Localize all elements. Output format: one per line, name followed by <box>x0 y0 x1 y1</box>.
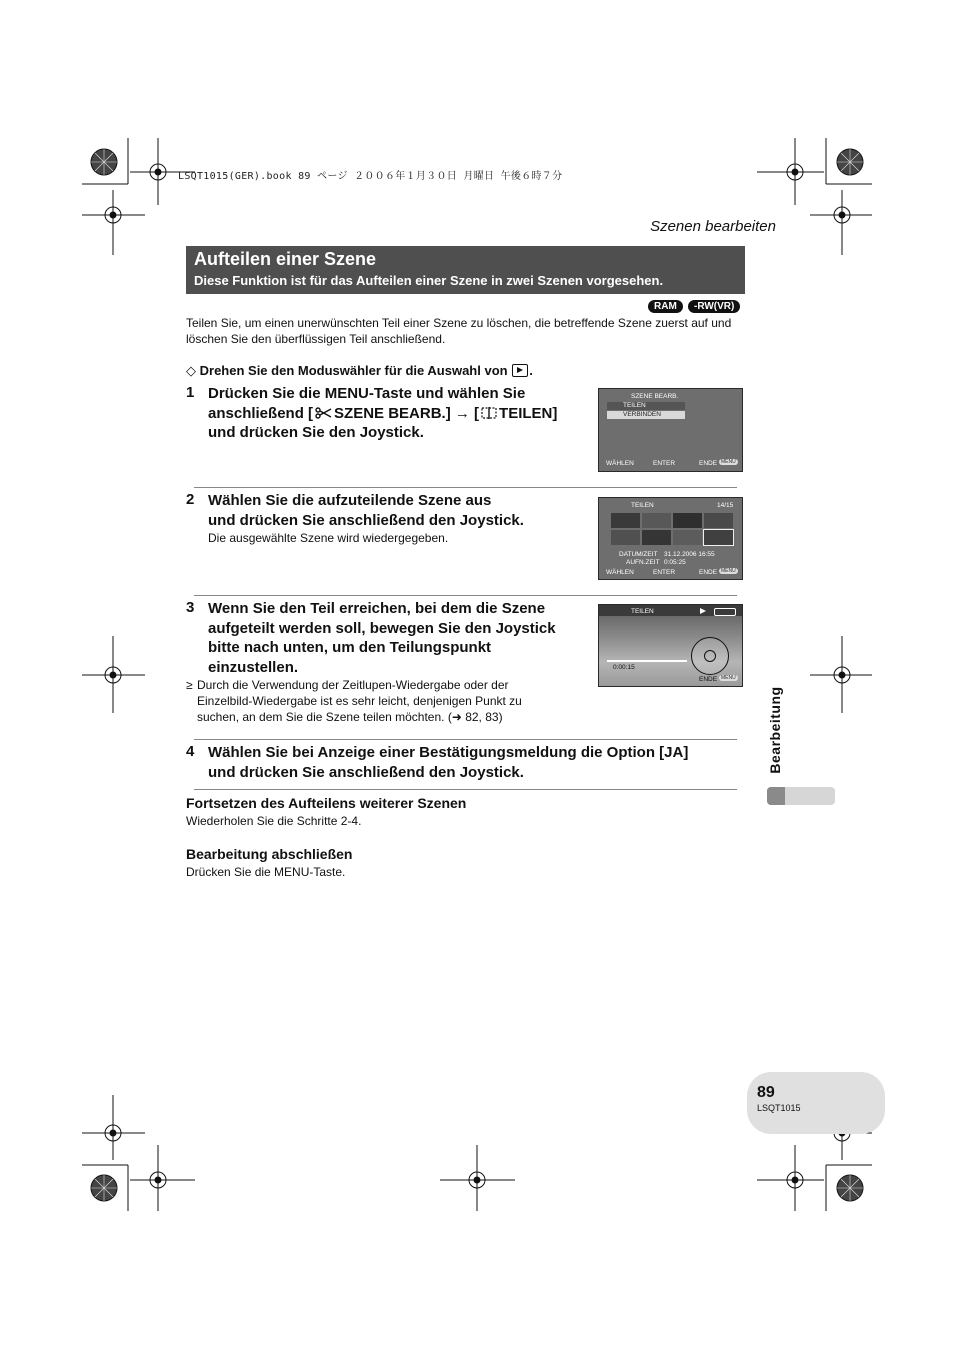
play-icon <box>700 608 706 614</box>
lcd1-foot-left: WÄHLEN <box>606 460 634 467</box>
step-3-line3: bitte nach unten, um den Teilungspunkt <box>208 639 492 656</box>
lcd1-foot-right: ENDE <box>699 460 718 467</box>
thumbnail-selected <box>704 530 733 545</box>
lcd1-foot-mid: ENTER <box>653 460 676 467</box>
lcd1-menu-badge: MENU <box>721 459 736 465</box>
thumbnail <box>611 530 640 545</box>
split-icon <box>481 407 497 419</box>
lcd3-menu-badge: MENU <box>721 675 736 681</box>
step-1-text <box>208 384 598 443</box>
thumbnail <box>611 513 640 528</box>
lcd2-date-label: DATUM/ZEIT <box>619 551 658 558</box>
step-3-line4: einzustellen. <box>208 658 299 676</box>
mode-end: . <box>529 363 533 378</box>
diamond-icon: ◇ <box>186 363 196 378</box>
step-2-text <box>208 491 598 530</box>
finish-text: Drücken Sie die MENU-Taste. <box>186 865 346 879</box>
lcd3-foot-right: ENDE <box>699 676 718 683</box>
scissors-icon <box>315 407 332 419</box>
step-1-line2a: anschließend [ <box>208 404 314 422</box>
lcd1-row1-bg <box>607 402 685 410</box>
mode-text: Drehen Sie den Moduswähler für die Auswahl von <box>199 363 508 378</box>
step-1-line2b: SZENE BEARB.] → [ <box>334 404 480 422</box>
step-3-note-line1: Durch die Verwendung der Zeitlupen-Wiedergabe oder der <box>197 678 509 692</box>
step-3-note <box>197 677 557 725</box>
lcd3-time: 0:00:15 <box>613 664 635 671</box>
lcd2-rec-label: AUFN.ZEIT <box>626 559 660 566</box>
lcd2-thumb-grid <box>611 513 735 545</box>
intro-text: Teilen Sie, um einen unerwünschten Teil einer Szene zu löschen, die betreffende Szene zuerst auf und löschen Sie den überflüssigen Teil anschließend. <box>186 316 732 346</box>
step-3-line1: Wenn Sie den Teil erreichen, bei dem die Szene <box>208 600 546 617</box>
thumbnail <box>673 530 702 545</box>
step-1-line2 <box>208 404 598 424</box>
side-tab-indicator <box>767 787 835 805</box>
step-1-line1: Drücken Sie die MENU-Taste und wählen Sie <box>208 385 526 402</box>
print-info: LSQT1015(GER).book 89 ページ ２００６年１月３０日 月曜日 午後６時７分 <box>178 171 563 182</box>
lcd2-date-value: 31.12.2006 16:55 <box>664 551 715 558</box>
badge-rw: -RW(VR) <box>688 300 740 313</box>
lcd2-foot-right: ENDE <box>699 569 718 576</box>
page-title: Aufteilen einer Szene <box>194 249 377 269</box>
running-head: Szenen bearbeiten <box>650 218 776 235</box>
lcd2-foot-left: WÄHLEN <box>606 569 634 576</box>
thumbnail <box>704 513 733 528</box>
step-3-number: 3 <box>186 599 195 616</box>
lcd1-title: SZENE BEARB. <box>631 393 679 400</box>
lcd-screen-thumbnails <box>598 497 743 580</box>
step-4-text <box>208 743 748 782</box>
step-4-number: 4 <box>186 743 195 760</box>
separator <box>194 487 737 488</box>
continue-text: Wiederholen Sie die Schritte 2-4. <box>186 814 362 828</box>
side-label: Bearbeitung <box>767 686 783 774</box>
step-3-note-line3: suchen, an dem Sie die Szene teilen möchten. (➜ 82, 83) <box>197 710 503 724</box>
lcd2-rec-value: 0:05:25 <box>664 559 686 566</box>
lcd2-counter: 14/15 <box>717 502 734 509</box>
page-number: 89 <box>757 1084 775 1101</box>
separator <box>194 739 737 740</box>
lcd2-menu-badge: MENU <box>721 568 736 574</box>
joystick-center-icon <box>704 650 716 662</box>
title-box <box>186 246 745 294</box>
thumbnail <box>673 513 702 528</box>
separator <box>194 789 737 790</box>
thumbnail <box>642 513 671 528</box>
step-4-line1: Wählen Sie bei Anzeige einer Bestätigungsmeldung die Option [JA] <box>208 744 689 761</box>
continue-heading: Fortsetzen des Aufteilens weiterer Szenen <box>186 795 467 811</box>
separator <box>194 595 737 596</box>
lcd2-title: TEILEN <box>631 502 654 509</box>
lcd2-foot-mid: ENTER <box>653 569 676 576</box>
step-1-line2c: TEILEN] <box>499 404 558 422</box>
thumbnail <box>642 530 671 545</box>
step-2-line2: und drücken Sie anschließend den Joystick. <box>208 511 524 529</box>
page-code: LSQT1015 <box>757 1103 801 1113</box>
badge-ram: RAM <box>648 300 683 313</box>
step-2-line1: Wählen Sie die aufzuteilende Szene aus <box>208 492 492 509</box>
lcd-screen-menu <box>598 388 743 472</box>
step-3-note-line2: Einzelbild-Wiedergabe ist es sehr leicht, denjenigen Punkt zu <box>197 694 522 708</box>
lcd1-item2: VERBINDEN <box>623 411 661 418</box>
battery-icon <box>714 608 736 616</box>
step-2-note: Die ausgewählte Szene wird wiedergegeben. <box>208 531 449 545</box>
step-3-bullet: ≥ <box>186 678 193 692</box>
step-4-line2: und drücken Sie anschließend den Joystick. <box>208 763 524 781</box>
lcd3-title: TEILEN <box>631 608 654 615</box>
finish-heading: Bearbeitung abschließen <box>186 846 353 862</box>
step-1-line3: und drücken Sie den Joystick. <box>208 424 424 441</box>
mode-instruction <box>186 363 533 379</box>
step-2-number: 2 <box>186 491 195 508</box>
step-3-text <box>208 599 598 677</box>
lcd3-progress <box>607 660 687 662</box>
step-3-line2: aufgeteilt werden soll, bewegen Sie den Joystick <box>208 619 556 637</box>
play-mode-icon <box>512 364 528 377</box>
lcd-screen-playback <box>598 604 743 687</box>
step-1-number: 1 <box>186 384 195 401</box>
lcd1-item1: TEILEN <box>623 402 646 409</box>
joystick-icon <box>691 637 729 675</box>
page-subtitle: Diese Funktion ist für das Aufteilen einer Szene in zwei Szenen vorgesehen. <box>194 273 664 288</box>
